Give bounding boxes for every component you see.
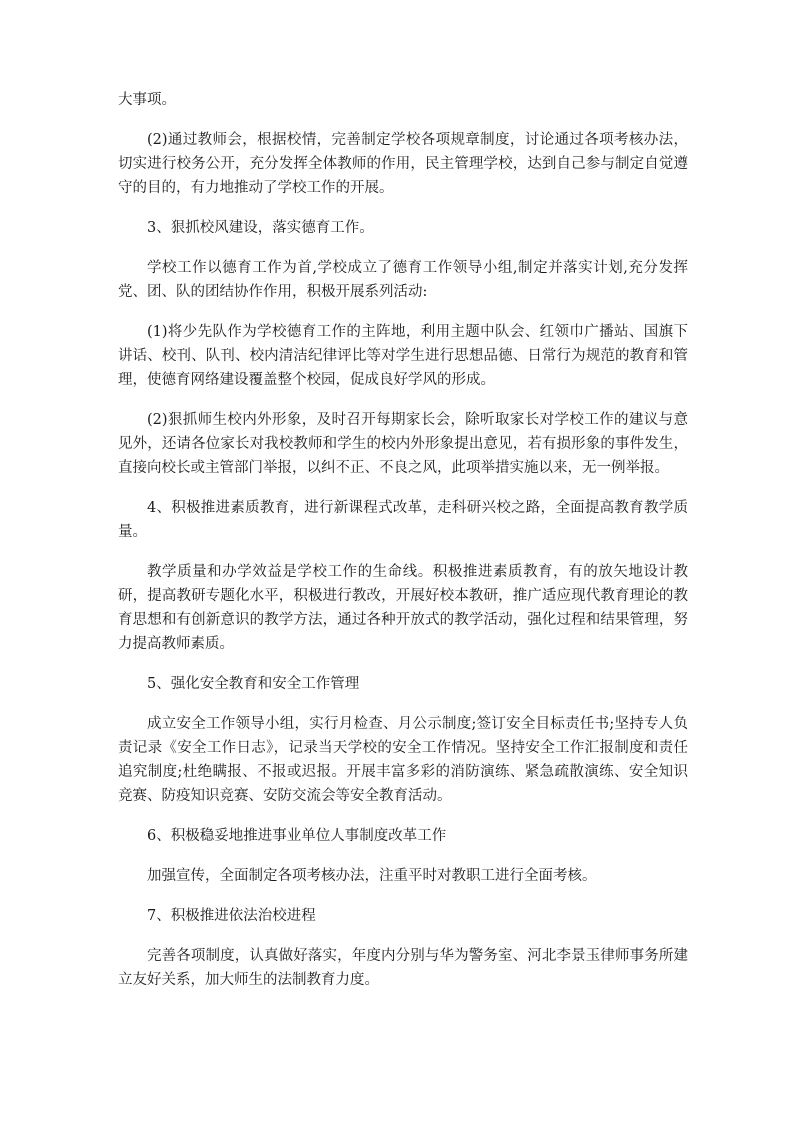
- paragraph-personnel: 加强宣传，全面制定各项考核办法，注重平时对教职工进行全面考核。: [147, 868, 597, 884]
- section-heading-6: 6、积极稳妥地推进事业单位人事制度改革工作: [147, 828, 447, 844]
- paragraph-safety: 成立安全工作领导小组，实行月检查、月公示制度;签订安全目标责任书;坚持专人负责记录《安全工作日志》，记录当天学校的安全工作情况。坚持安全工作汇报制度和责任追究制度;杜绝瞒报、不报或迟报。开展丰富多彩的消防演练、紧急疏散演练、安全知识竞赛、防疫知识竞赛、安防交流会等安全教育活动。: [118, 716, 688, 804]
- section-heading-5: 5、强化安全教育和安全工作管理: [147, 676, 360, 692]
- section-heading-4: 4、积极推进素质教育，进行新课程式改革，走科研兴校之路，全面提高教育教学质量。: [118, 500, 688, 540]
- paragraph-teacher-meeting: (2)通过教师会，根据校情，完善制定学校各项规章制度，讨论通过各项考核办法，切实进行校务公开，充分发挥全体教师的作用，民主管理学校，达到自己参与制定自觉遵守的目的，有力地推动了学校工作的开展。: [118, 132, 688, 196]
- section-heading-7: 7、积极推进依法治校进程: [147, 908, 316, 924]
- section-heading-3: 3、狠抓校风建设，落实德育工作。: [147, 220, 374, 236]
- paragraph-rule-of-law: 完善各项制度，认真做好落实，年度内分别与华为警务室、河北李景玉律师事务所建立友好关系，加大师生的法制教育力度。: [118, 948, 688, 988]
- paragraph-moral-education: 学校工作以德育工作为首,学校成立了德育工作领导小组,制定并落实计划,充分发挥党、团、队的团结协作作用，积极开展系列活动:: [118, 260, 688, 300]
- document-body: [118, 88, 688, 1008]
- paragraph-teaching-quality: 教学质量和办学效益是学校工作的生命线。积极推进素质教育，有的放矢地设计教研，提高教研专题化水平，积极进行教改，开展好校本教研，推广适应现代教育理论的教育思想和有创新意识的教学方法，通过各种开放式的教学活动，强化过程和结果管理，努力提高教师素质。: [118, 564, 688, 652]
- paragraph-continuation: 大事项。: [118, 92, 176, 108]
- paragraph-young-pioneers: (1)将少先队作为学校德育工作的主阵地，利用主题中队会、红领巾广播站、国旗下讲话、校刊、队刊、校内清洁纪律评比等对学生进行思想品德、日常行为规范的教育和管理，使德育网络建设覆盖整个校园，促成良好学风的形成。: [118, 324, 688, 388]
- paragraph-image-building: (2)狠抓师生校内外形象，及时召开每期家长会，除听取家长对学校工作的建议与意见外，还请各位家长对我校教师和学生的校内外形象提出意见，若有损形象的事件发生，直接向校长或主管部门举报，以纠不正、不良之风，此项举措实施以来，无一例举报。: [118, 412, 688, 476]
